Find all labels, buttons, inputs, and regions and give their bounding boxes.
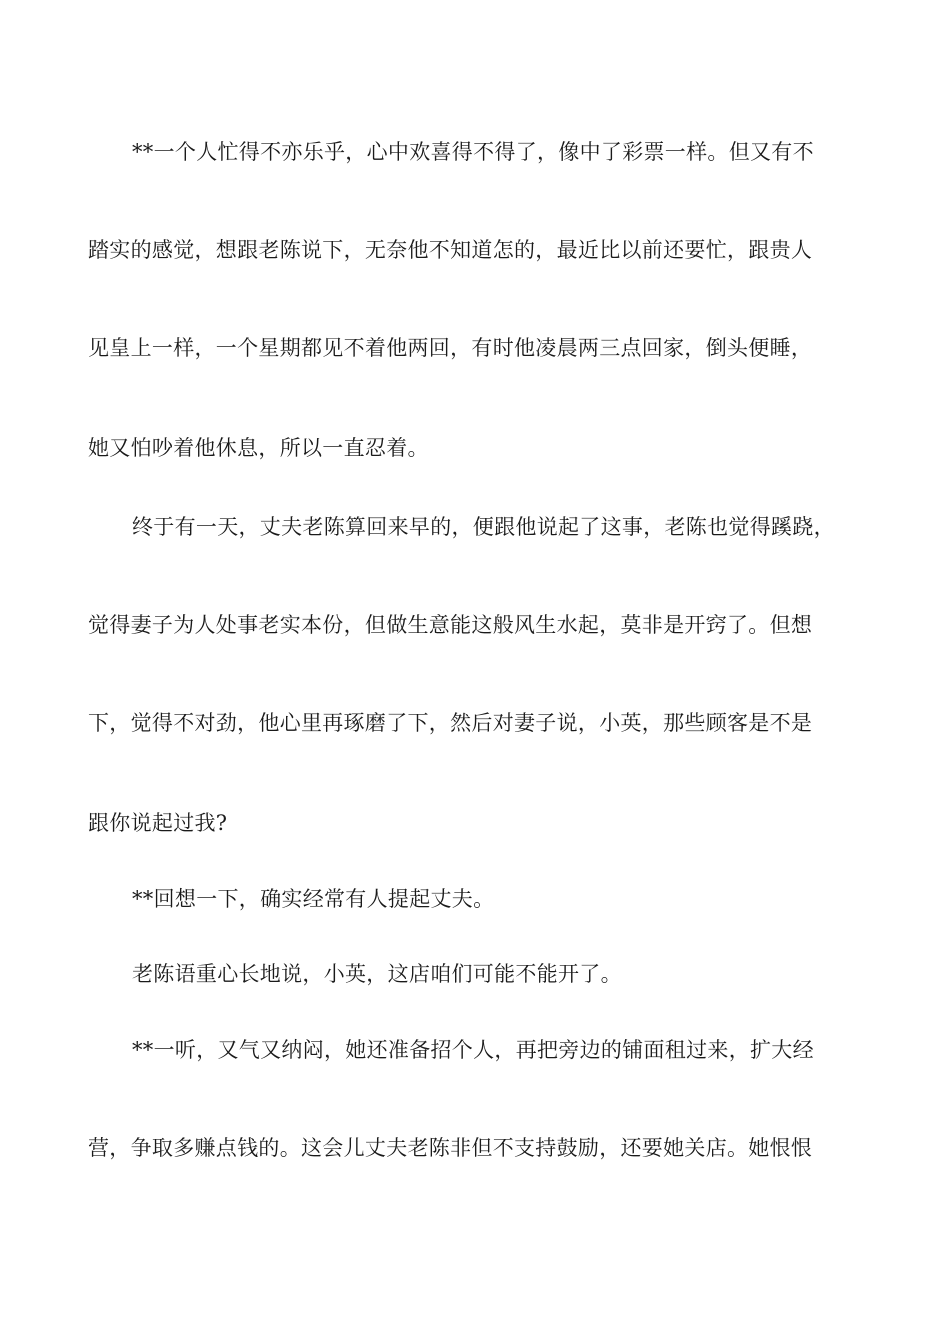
paragraph-line: **回想一下，确实经常有人提起丈夫。 [132, 887, 495, 911]
paragraph-line: 觉得妻子为人处事老实本份，但做生意能这般风生水起，莫非是开窍了。但想 [88, 613, 813, 637]
paragraph-line: 终于有一天，丈夫老陈算回来早的，便跟他说起了这事，老陈也觉得蹊跷， [132, 515, 835, 539]
paragraph-line: 她又怕吵着他休息，所以一直忍着。 [88, 436, 429, 460]
paragraph-line: 踏实的感觉，想跟老陈说下，无奈他不知道怎的，最近比以前还要忙，跟贵人 [88, 238, 813, 262]
paragraph-line: 下，觉得不对劲，他心里再琢磨了下，然后对妻子说，小英，那些顾客是不是 [88, 711, 813, 735]
paragraph-line: 见皇上一样，一个星期都见不着他两回，有时他凌晨两三点回家，倒头便睡， [88, 336, 813, 360]
paragraph-line: 跟你说起过我? [88, 811, 228, 835]
paragraph-line: **一个人忙得不亦乐乎，心中欢喜得不得了，像中了彩票一样。但又有不 [132, 140, 814, 164]
paragraph-line: 营，争取多赚点钱的。这会儿丈夫老陈非但不支持鼓励，还要她关店。她恨恨 [88, 1136, 813, 1160]
paragraph-line: 老陈语重心长地说，小英，这店咱们可能不能开了。 [132, 962, 622, 986]
paragraph-line: **一听，又气又纳闷，她还准备招个人，再把旁边的铺面租过来，扩大经 [132, 1038, 814, 1062]
